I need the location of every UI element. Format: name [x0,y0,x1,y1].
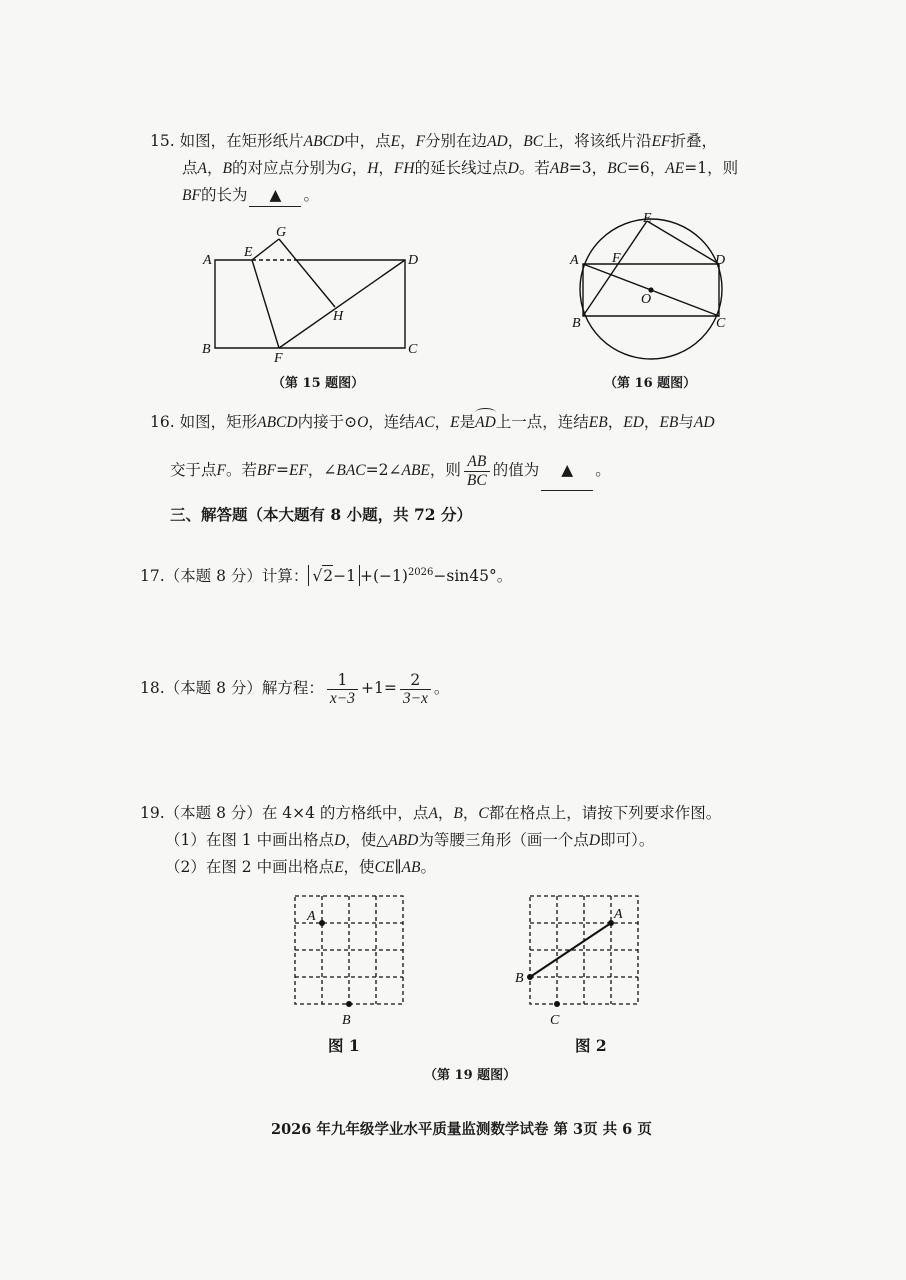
q19-fig2-label: 图 2 [575,1036,607,1055]
q16-figure [565,205,745,375]
q15-label-h: H [333,309,344,324]
fig2-label-b: B [515,971,524,986]
q18-fraction-1: $\frac{1}{x-3}$ [327,671,358,708]
q19-part-1: （1）在图 1 中画出格点D，使△ABD为等腰三角形（画一个点D即可）。 [165,831,655,849]
q19-part-2: （2）在图 2 中画出格点E，使CE∥AB。 [165,858,436,876]
q17-absolute-value: √2−1 [308,565,360,586]
q16-label-e: E [643,211,652,226]
q16-label-o: O [641,292,652,307]
q15-label-d: D [408,253,419,268]
q16-caption: （第 16 题图） [604,376,697,391]
q16-label-b: B [572,316,581,331]
fig1-label-b: B [342,1013,351,1028]
page-footer: 2026 年九年级学业水平质量监测数学试卷 第 3页 共 6 页 [271,1121,652,1138]
q15-label-b: B [202,342,211,357]
fig2-point-c [554,1001,560,1007]
q15-label-c: C [408,342,418,357]
fig2-point-b [527,974,533,980]
q16-label-c: C [716,316,726,331]
q16-label-d: D [715,253,726,268]
section-3-heading: 三、解答题（本大题有 8 小题，共 72 分） [170,505,472,524]
q19-caption: （第 19 题图） [424,1068,517,1083]
q16-label-f: F [612,251,621,266]
q15-figure [195,220,435,370]
q18-fraction-2: $\frac{2}{3-x}$ [400,671,431,708]
q15-line-1: 15. 如图，在矩形纸片ABCD中，点E，F分别在边AD，BC上，将该纸片沿EF折叠， [150,132,718,150]
fig1-point-a [319,920,325,926]
q15-caption: （第 15 题图） [272,376,365,391]
q18-line: 18.（本题 8 分）解方程： $\frac{1}{x-3}$ +1= $\frac{2}{3-x}$ 。 [140,670,450,707]
fig2-label-a: A [614,907,623,922]
q15-label-e: E [244,245,253,260]
q15-label-f: F [274,351,283,366]
q19-grid-figure-1 [290,890,410,1030]
fig2-segment-ab [530,923,611,977]
q17-line: 17.（本题 8 分）计算： $√2-1 +(-1)^{2026}-\sin 45^\circ$。 [140,567,513,586]
fig1-label-a: A [307,909,316,924]
fig2-label-c: C [550,1013,560,1028]
q19-fig1-label: 图 1 [328,1036,360,1055]
q15-answer-blank: ▲ [249,184,301,207]
q15-line-3: BF的长为 ▲ 。 [182,184,319,207]
q16-line-2: 交于点F。若BF=EF，∠BAC=2∠ABE，则 $\frac{AB}{BC}$ 的值为 ▲ 。 [170,450,611,491]
q16-line-1: 16. 如图，矩形ABCD内接于⊙O，连结AC，E是AD上一点，连结EB，ED，EB与AD [150,411,715,434]
q19-line-1: 19.（本题 8 分）在 4×4 的方格纸中，点A，B，C都在格点上，请按下列要求作图。 [140,804,722,822]
q19-grid-figure-2 [510,890,650,1030]
q16-fraction: $\frac{AB}{BC}$ [464,453,490,490]
arc-ad: AD [475,412,496,434]
q15-label-a: A [203,253,212,268]
q16-label-a: A [570,253,579,268]
fig1-point-b [346,1001,352,1007]
q15-line-2: 点A，B的对应点分别为G，H，FH的延长线过点D。若AB=3，BC=6，AE=1，则 [182,159,739,177]
q16-answer-blank: ▲ [541,450,593,491]
q15-label-g: G [276,225,287,240]
